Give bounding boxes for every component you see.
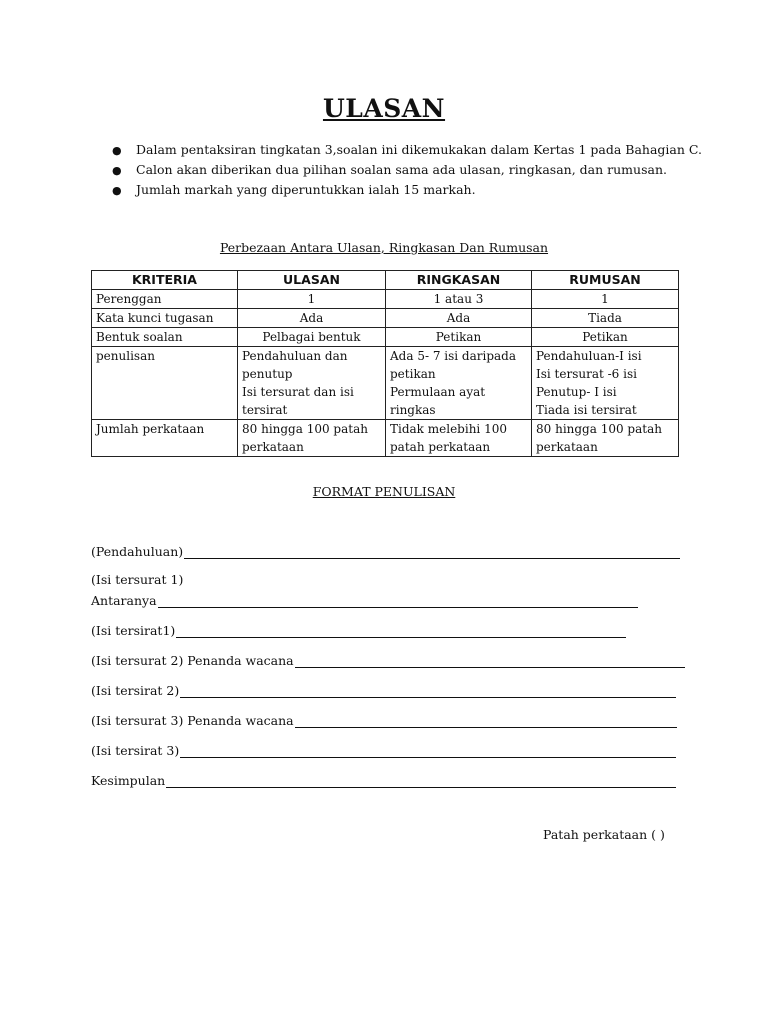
table-cell: Petikan xyxy=(386,328,532,347)
fill-line xyxy=(180,745,676,758)
table-row-penulisan xyxy=(92,347,679,420)
line-label: (Isi tersirat 2) xyxy=(91,683,180,698)
line-isi-tersurat-1-label: (Isi tersurat 1) xyxy=(91,572,184,587)
bullet-list xyxy=(112,140,702,200)
table-cell: 1 xyxy=(532,290,679,309)
fill-line xyxy=(180,685,676,698)
table-cell: Perenggan xyxy=(92,290,238,309)
line-label: (Isi tersurat 3) Penanda wacana xyxy=(91,713,294,728)
cell-line: Pendahuluan-I isi xyxy=(536,349,642,363)
line-label: (Pendahuluan) xyxy=(91,544,184,559)
table-cell: Pelbagai bentuk xyxy=(238,328,386,347)
fill-line xyxy=(166,775,676,788)
fill-line xyxy=(295,715,677,728)
cell-line: 80 hingga 100 patah xyxy=(536,422,662,436)
table-row-perenggan xyxy=(92,290,679,309)
line-label: (Isi tersirat1) xyxy=(91,623,176,638)
table-cell: Ada xyxy=(386,309,532,328)
table-cell: Tiada xyxy=(532,309,679,328)
fill-line xyxy=(158,595,638,608)
bullet-item xyxy=(112,160,702,180)
table-cell: penulisan xyxy=(92,347,238,420)
table-cell: Ada xyxy=(238,309,386,328)
header-ulasan: ULASAN xyxy=(238,271,386,290)
comparison-table xyxy=(91,270,679,457)
cell-line: 80 hingga 100 patah xyxy=(242,422,368,436)
fill-line xyxy=(295,655,685,668)
table-cell: Bentuk soalan xyxy=(92,328,238,347)
line-label: (Isi tersurat 2) Penanda wacana xyxy=(91,653,294,668)
line-isi-tersirat-3 xyxy=(91,740,676,758)
header-rumusan: RUMUSAN xyxy=(532,271,679,290)
bullet-text: Dalam pentaksiran tingkatan 3,soalan ini dikemukakan dalam Kertas 1 pada Bahagian C. xyxy=(136,142,702,157)
table-cell xyxy=(532,347,679,420)
table-cell xyxy=(238,347,386,420)
bullet-icon: ● xyxy=(112,144,122,157)
table-cell xyxy=(386,347,532,420)
cell-line: Tiada isi tersirat xyxy=(536,403,637,417)
cell-line: patah perkataan xyxy=(390,440,491,454)
cell-line: penutup xyxy=(242,367,293,381)
line-label: Kesimpulan xyxy=(91,773,166,788)
table-cell xyxy=(386,420,532,457)
table-cell: 1 xyxy=(238,290,386,309)
cell-line: Penutup- I isi xyxy=(536,385,617,399)
cell-line: ringkas xyxy=(390,403,436,417)
table-row-bentuk-soalan xyxy=(92,328,679,347)
table-cell: Jumlah perkataan xyxy=(92,420,238,457)
fill-line xyxy=(176,625,626,638)
table-header-row xyxy=(92,271,679,290)
line-isi-tersirat-1 xyxy=(91,620,626,638)
header-kriteria: KRITERIA xyxy=(92,271,238,290)
bullet-text: Calon akan diberikan dua pilihan soalan sama ada ulasan, ringkasan, dan rumusan. xyxy=(136,162,667,177)
cell-line: tersirat xyxy=(242,403,288,417)
cell-line: Isi tersurat -6 isi xyxy=(536,367,637,381)
cell-line: Isi tersurat dan isi xyxy=(242,385,354,399)
line-isi-tersirat-2 xyxy=(91,680,676,698)
table-cell xyxy=(532,420,679,457)
bullet-icon: ● xyxy=(112,184,122,197)
table-cell: Petikan xyxy=(532,328,679,347)
cell-line: Pendahuluan dan xyxy=(242,349,348,363)
bullet-icon: ● xyxy=(112,164,122,177)
table-cell: Kata kunci tugasan xyxy=(92,309,238,328)
fill-line xyxy=(184,546,680,559)
line-kesimpulan xyxy=(91,770,676,788)
cell-line: Ada 5- 7 isi daripada xyxy=(390,349,516,363)
table-caption: Perbezaan Antara Ulasan, Ringkasan Dan Rumusan xyxy=(219,240,549,255)
header-ringkasan: RINGKASAN xyxy=(386,271,532,290)
bullet-item xyxy=(112,180,702,200)
table-row-kata-kunci xyxy=(92,309,679,328)
cell-line: petikan xyxy=(390,367,436,381)
cell-line: perkataan xyxy=(536,440,598,454)
cell-line: Tidak melebihi 100 xyxy=(390,422,507,436)
format-title: FORMAT PENULISAN xyxy=(312,484,456,499)
table-cell xyxy=(238,420,386,457)
cell-line: Permulaan ayat xyxy=(390,385,486,399)
patah-perkataan-label: Patah perkataan ( ) xyxy=(543,827,665,842)
page-title: ULASAN xyxy=(322,94,446,123)
line-label: (Isi tersirat 3) xyxy=(91,743,180,758)
cell-line: perkataan xyxy=(242,440,304,454)
line-isi-tersurat-3 xyxy=(91,710,677,728)
bullet-text: Jumlah markah yang diperuntukkan ialah 15 markah. xyxy=(136,182,476,197)
bullet-item xyxy=(112,140,702,160)
line-label: Antaranya xyxy=(91,593,157,608)
line-pendahuluan xyxy=(91,541,680,559)
line-isi-tersurat-2 xyxy=(91,650,685,668)
table-cell: 1 atau 3 xyxy=(386,290,532,309)
line-antaranya xyxy=(91,590,638,608)
table-row-jumlah-perkataan xyxy=(92,420,679,457)
